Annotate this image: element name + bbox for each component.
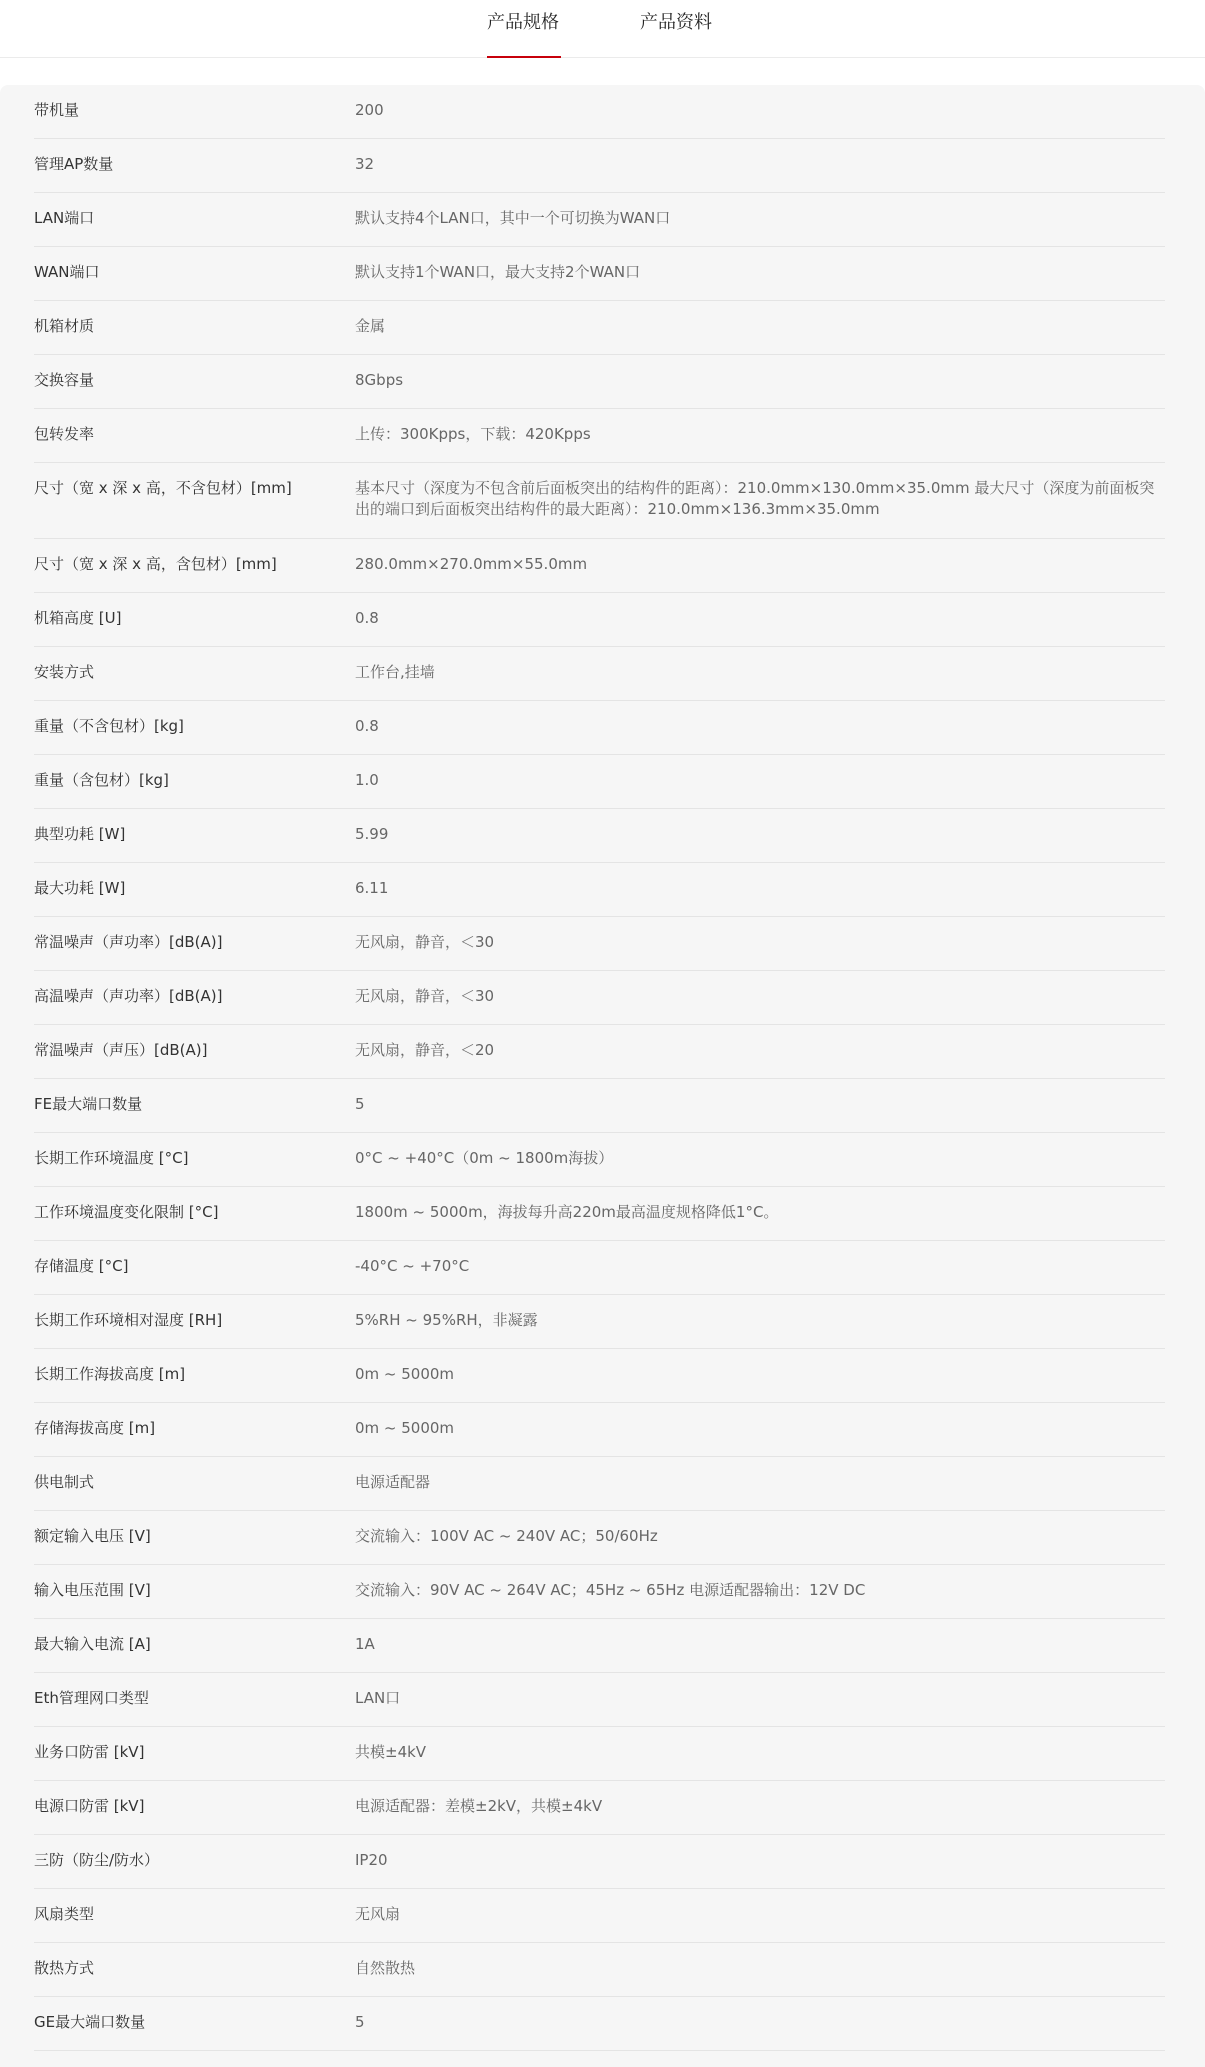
spec-value: 无风扇，静音，＜20 — [355, 1041, 495, 1059]
spec-label: 长期工作环境相对湿度 [RH] — [34, 1311, 223, 1329]
spec-value: 1800m ~ 5000m，海拔每升高220m最高温度规格降低1°C。 — [355, 1203, 779, 1221]
spec-value: 6.11 — [355, 879, 389, 897]
spec-label: 高温噪声（声功率）[dB(A)] — [34, 987, 223, 1005]
spec-row — [34, 409, 1165, 463]
spec-row — [34, 593, 1165, 647]
spec-row — [34, 1943, 1165, 1997]
spec-value: 基本尺寸（深度为不包含前后面板突出的结构件的距离）：210.0mm×130.0mm×35.0mm 最大尺寸（深度为前面板突出的端口到后面板突出结构件的最大距离）：210.0mm×136.3mm×35.0mm — [355, 479, 1155, 518]
spec-label: 长期工作环境温度 [°C] — [34, 1149, 189, 1167]
spec-row — [34, 1025, 1165, 1079]
spec-label: 交换容量 — [34, 371, 95, 389]
spec-label: 输入电压范围 [V] — [34, 1581, 151, 1599]
spec-label: 风扇类型 — [34, 1905, 95, 1923]
spec-value: 0.8 — [355, 717, 379, 735]
spec-label: 散热方式 — [34, 1959, 95, 1977]
spec-label: WAN端口 — [34, 263, 100, 281]
spec-label: LAN端口 — [34, 209, 95, 227]
spec-row — [34, 1295, 1165, 1349]
spec-value: 金属 — [355, 317, 386, 335]
spec-row — [34, 1619, 1165, 1673]
spec-row — [34, 1997, 1165, 2051]
spec-label: 重量（含包材）[kg] — [34, 771, 169, 789]
spec-label: 常温噪声（声压）[dB(A)] — [34, 1041, 208, 1059]
spec-row — [34, 1349, 1165, 1403]
spec-row — [34, 85, 1165, 139]
spec-row — [34, 755, 1165, 809]
spec-value: 5.99 — [355, 825, 389, 843]
spec-row — [34, 1241, 1165, 1295]
spec-label: 最大输入电流 [A] — [34, 1635, 151, 1653]
spec-row — [34, 1403, 1165, 1457]
spec-row — [34, 1511, 1165, 1565]
spec-row — [34, 1187, 1165, 1241]
spec-value: -40°C ~ +70°C — [355, 1257, 470, 1275]
spec-row — [34, 193, 1165, 247]
spec-value: 5 — [355, 1095, 365, 1113]
spec-row — [34, 539, 1165, 593]
spec-value: 1.0 — [355, 771, 379, 789]
spec-row — [34, 1781, 1165, 1835]
spec-value: 无风扇 — [355, 1905, 401, 1923]
spec-row — [34, 139, 1165, 193]
spec-label: 额定输入电压 [V] — [34, 1527, 151, 1545]
spec-row — [34, 809, 1165, 863]
tab-product-specs[interactable]: 产品规格 — [487, 0, 561, 57]
spec-label: 存储海拔高度 [m] — [34, 1419, 156, 1437]
spec-value: 上传：300Kpps，下载：420Kpps — [355, 425, 591, 443]
spec-row — [34, 1673, 1165, 1727]
spec-value: 8Gbps — [355, 371, 404, 389]
spec-value: 无风扇，静音，＜30 — [355, 987, 495, 1005]
spec-value: 自然散热 — [355, 1959, 416, 1977]
spec-value: 0m ~ 5000m — [355, 1365, 455, 1383]
spec-label: 尺寸（宽 x 深 x 高，不含包材）[mm] — [34, 479, 292, 497]
spec-value: 默认支持1个WAN口，最大支持2个WAN口 — [355, 263, 641, 281]
spec-value: 无风扇，静音，＜30 — [355, 933, 495, 951]
tab-bar — [0, 0, 1205, 58]
spec-value: 电源适配器：差模±2kV，共模±4kV — [355, 1797, 603, 1815]
spec-value: 共模±4kV — [355, 1743, 427, 1761]
spec-row — [34, 247, 1165, 301]
spec-value: 1A — [355, 1635, 375, 1653]
spec-row — [34, 647, 1165, 701]
spec-label: 常温噪声（声功率）[dB(A)] — [34, 933, 223, 951]
spec-table — [0, 85, 1205, 2067]
spec-label: 尺寸（宽 x 深 x 高，含包材）[mm] — [34, 555, 277, 573]
spec-value: 280.0mm×270.0mm×55.0mm — [355, 555, 588, 573]
spec-label: 存储温度 [°C] — [34, 1257, 129, 1275]
spec-label: 业务口防雷 [kV] — [34, 1743, 145, 1761]
spec-value: 电源适配器 — [355, 1473, 431, 1491]
spec-label: 机箱高度 [U] — [34, 609, 122, 627]
spec-row — [34, 301, 1165, 355]
spec-label: 包转发率 — [34, 425, 95, 443]
spec-value: LAN口 — [355, 1689, 401, 1707]
spec-value: 5 — [355, 2013, 365, 2031]
spec-value: 交流输入：100V AC ~ 240V AC；50/60Hz — [355, 1527, 658, 1545]
spec-value: 0m ~ 5000m — [355, 1419, 455, 1437]
spec-row — [34, 1835, 1165, 1889]
spec-label: 最大功耗 [W] — [34, 879, 126, 897]
spec-row — [34, 1565, 1165, 1619]
spec-label: 长期工作海拔高度 [m] — [34, 1365, 186, 1383]
spec-value: 200 — [355, 101, 384, 119]
spec-label: 安装方式 — [34, 663, 95, 681]
spec-row — [34, 1457, 1165, 1511]
spec-value: 0.8 — [355, 609, 379, 627]
spec-label: GE最大端口数量 — [34, 2013, 146, 2031]
spec-label: 管理AP数量 — [34, 155, 114, 173]
spec-label: Eth管理网口类型 — [34, 1689, 149, 1707]
spec-value: IP20 — [355, 1851, 388, 1869]
spec-row — [34, 1727, 1165, 1781]
spec-value: 交流输入：90V AC ~ 264V AC；45Hz ~ 65Hz 电源适配器输出：12V DC — [355, 1581, 866, 1599]
spec-value: 5%RH ~ 95%RH，非凝露 — [355, 1311, 538, 1329]
spec-row — [34, 971, 1165, 1025]
spec-value: 工作台,挂墙 — [355, 663, 435, 681]
spec-row — [34, 917, 1165, 971]
spec-label: 典型功耗 [W] — [34, 825, 126, 843]
spec-row — [34, 1079, 1165, 1133]
spec-label: 三防（防尘/防水） — [34, 1851, 160, 1869]
spec-label: 工作环境温度变化限制 [°C] — [34, 1203, 219, 1221]
spec-label: 供电制式 — [34, 1473, 95, 1491]
spec-label: 重量（不含包材）[kg] — [34, 717, 184, 735]
tab-product-docs[interactable]: 产品资料 — [640, 12, 712, 33]
spec-row — [34, 1889, 1165, 1943]
spec-row — [34, 863, 1165, 917]
spec-value: 默认支持4个LAN口，其中一个可切换为WAN口 — [355, 209, 671, 227]
spec-label: 带机量 — [34, 101, 80, 119]
spec-row — [34, 463, 1165, 539]
spec-row — [34, 355, 1165, 409]
spec-row — [34, 701, 1165, 755]
spec-row — [34, 1133, 1165, 1187]
spec-label: 机箱材质 — [34, 317, 95, 335]
spec-row — [34, 2051, 1165, 2067]
spec-value: 0°C ~ +40°C（0m ~ 1800m海拔） — [355, 1149, 614, 1167]
spec-value: 32 — [355, 155, 375, 173]
spec-label: 电源口防雷 [kV] — [34, 1797, 145, 1815]
spec-label: FE最大端口数量 — [34, 1095, 143, 1113]
